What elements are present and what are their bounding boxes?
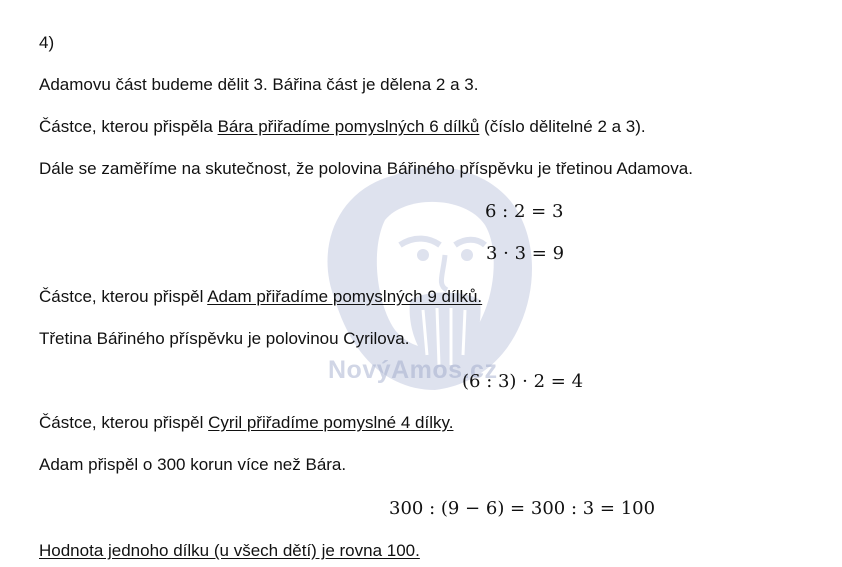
equation-2: 3 · 3 = 9 xyxy=(486,243,565,264)
text-line-4 xyxy=(39,286,482,308)
text-line-7: Adam přispěl o 300 korun více než Bára. xyxy=(39,455,347,474)
text-line-6 xyxy=(39,412,453,434)
text-line-6-underlined: Cyril přiřadíme pomyslné 4 dílky. xyxy=(208,413,454,432)
text-line-8 xyxy=(39,540,420,562)
text-line-2-prefix: Částce, kterou přispěla xyxy=(39,117,218,136)
text-line-3: Dále se zaměříme na skutečnost, že polovina Bářiného příspěvku je třetinou Adamova. xyxy=(39,159,693,178)
text-line-5: Třetina Bářiného příspěvku je polovinou Cyrilova. xyxy=(39,329,410,348)
text-line-2-suffix: (číslo dělitelné 2 a 3). xyxy=(479,117,646,136)
text-line-8-underlined: Hodnota jednoho dílku (u všech dětí) je rovna 100. xyxy=(39,541,420,560)
watermark-text: NovýAmos.cz xyxy=(328,356,498,384)
text-line-6-prefix: Částce, kterou přispěl xyxy=(39,413,209,432)
text-line-1: Adamovu část budeme dělit 3. Bářina část je dělena 2 a 3. xyxy=(39,75,479,94)
equation-4: 300 : (9 − 6) = 300 : 3 = 100 xyxy=(389,498,656,519)
text-line-2 xyxy=(39,116,646,138)
text-line-4-underlined: Adam přiřadíme pomyslných 9 dílků. xyxy=(207,287,483,306)
equation-3: (6 : 3) · 2 = 4 xyxy=(462,371,584,392)
text-line-4-prefix: Částce, kterou přispěl xyxy=(39,287,208,306)
text-line-2-underlined: Bára přiřadíme pomyslných 6 dílků xyxy=(217,117,480,136)
equation-1: 6 : 2 = 3 xyxy=(485,201,564,222)
task-number: 4) xyxy=(39,33,55,52)
